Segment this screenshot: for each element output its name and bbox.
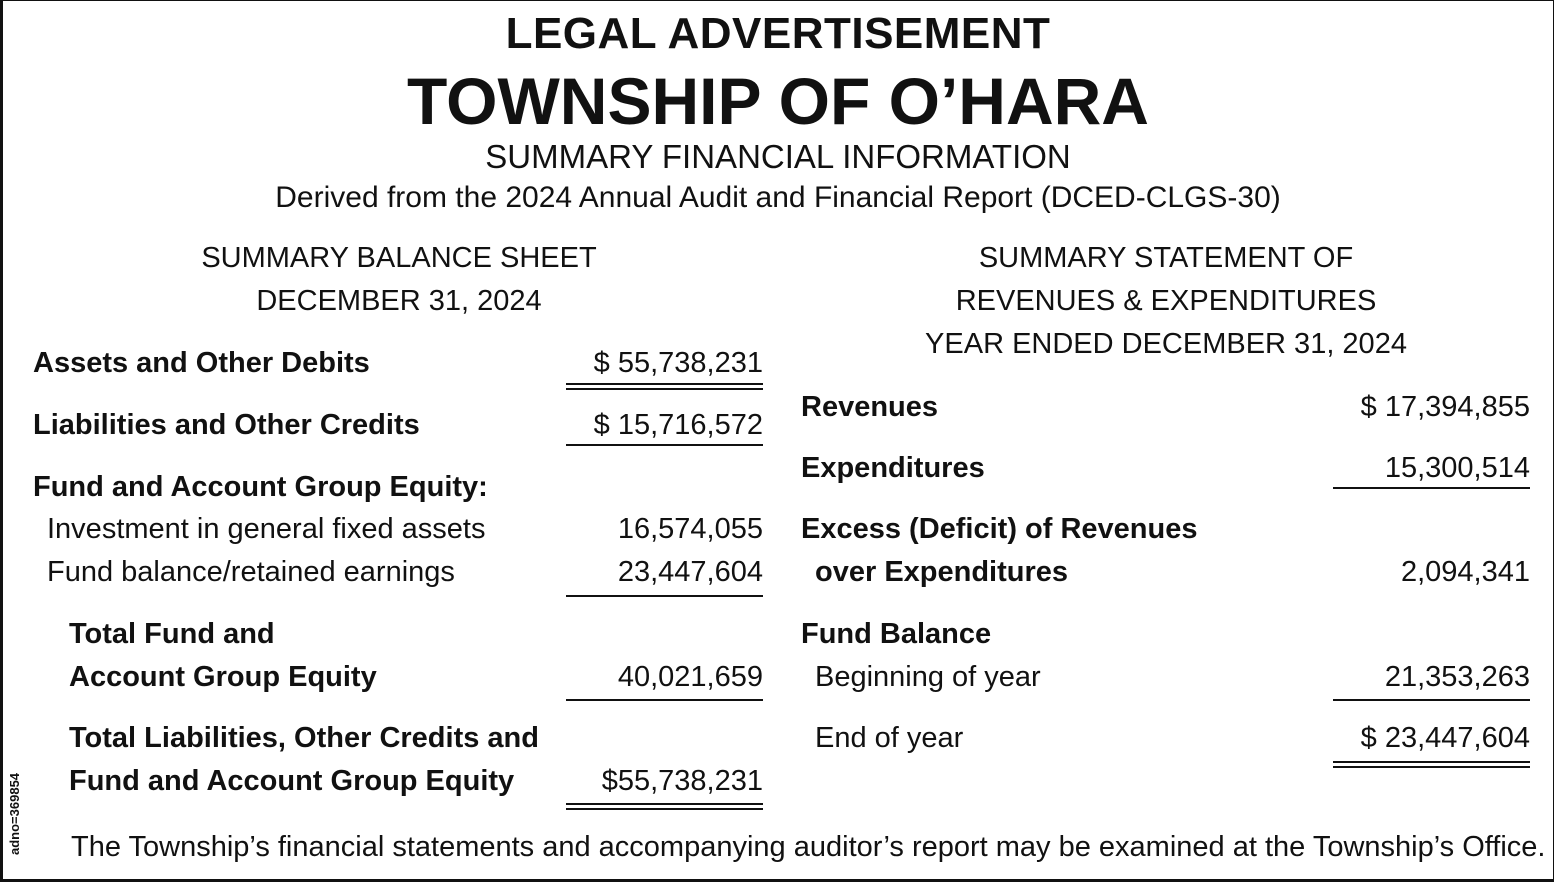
township-title: TOWNSHIP OF O’HARA <box>407 64 1149 138</box>
liabilities-label: Liabilities and Other Credits <box>33 409 420 441</box>
fund-balance-value: 23,447,604 <box>617 556 763 588</box>
balance-sheet-title-2: DECEMBER 31, 2024 <box>256 285 542 317</box>
end-of-year-value: $ 23,447,604 <box>1360 722 1530 754</box>
assets-label: Assets and Other Debits <box>33 347 370 379</box>
summary-heading: SUMMARY FINANCIAL INFORMATION <box>485 138 1071 175</box>
revenues-label: Revenues <box>801 391 939 423</box>
rev-exp-title-1: SUMMARY STATEMENT OF <box>978 242 1354 274</box>
rev-exp-title-2: REVENUES & EXPENDITURES <box>955 285 1377 317</box>
beginning-underline <box>1333 699 1530 701</box>
footer-note: The Township’s financial statements and accompanying auditor’s report may be examined at the Township’s Office. <box>71 831 1546 863</box>
total-liabilities-label-2: Fund and Account Group Equity <box>69 765 515 797</box>
total-equity-label-1: Total Fund and <box>69 618 275 650</box>
beginning-of-year-label: Beginning of year <box>815 661 1041 693</box>
excess-value: 2,094,341 <box>1400 556 1530 588</box>
end-of-year-double-underline <box>1333 761 1530 768</box>
rev-exp-title-3: YEAR ENDED DECEMBER 31, 2024 <box>925 328 1407 360</box>
liabilities-value: $ 15,716,572 <box>593 409 763 441</box>
expenditures-value: 15,300,514 <box>1384 452 1530 484</box>
total-liabilities-label-1: Total Liabilities, Other Credits and <box>69 722 539 754</box>
total-liabilities-double-underline <box>566 803 763 810</box>
total-equity-value: 40,021,659 <box>617 661 763 693</box>
expenditures-label: Expenditures <box>801 452 985 484</box>
fund-balance-underline <box>566 595 763 597</box>
equity-heading: Fund and Account Group Equity: <box>33 471 488 503</box>
excess-label-2: over Expenditures <box>815 556 1069 588</box>
total-equity-label-2: Account Group Equity <box>69 661 377 693</box>
balance-sheet-title-1: SUMMARY BALANCE SHEET <box>201 242 597 274</box>
investment-value: 16,574,055 <box>617 513 763 545</box>
liabilities-underline <box>566 444 763 446</box>
fund-balance-label: Fund balance/retained earnings <box>47 556 455 588</box>
excess-label-1: Excess (Deficit) of Revenues <box>801 513 1198 545</box>
end-of-year-label: End of year <box>815 722 964 754</box>
ad-number: adno=369854 <box>7 772 22 855</box>
expenditures-underline <box>1333 487 1530 489</box>
total-liabilities-value: $55,738,231 <box>601 765 763 797</box>
derived-subtitle: Derived from the 2024 Annual Audit and Financial Report (DCED-CLGS-30) <box>275 181 1281 214</box>
assets-value: $ 55,738,231 <box>593 347 763 379</box>
fund-balance-heading: Fund Balance <box>801 618 992 650</box>
revenues-value: $ 17,394,855 <box>1360 391 1530 423</box>
total-equity-underline <box>566 699 763 701</box>
beginning-of-year-value: 21,353,263 <box>1384 661 1530 693</box>
investment-label: Investment in general fixed assets <box>47 513 486 545</box>
assets-double-underline <box>566 383 763 390</box>
legal-heading: LEGAL ADVERTISEMENT <box>505 9 1051 58</box>
